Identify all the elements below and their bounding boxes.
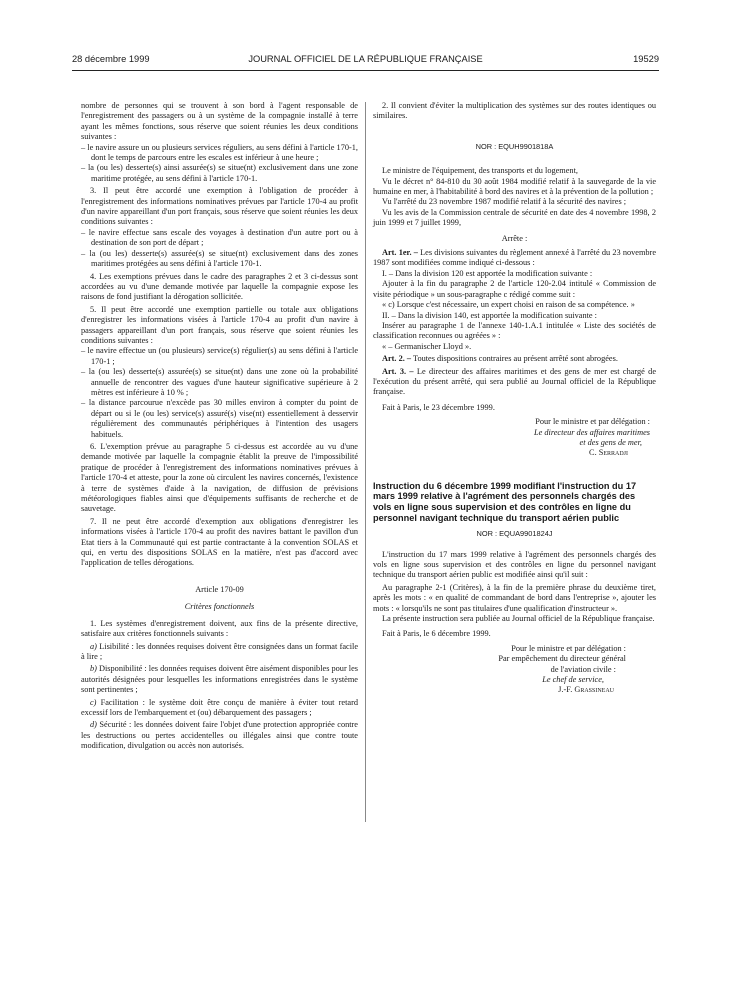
article-label: Art. 3. –	[382, 366, 414, 376]
signature-line: Pour le ministre et par délégation :	[535, 417, 650, 427]
paragraph	[81, 664, 358, 695]
paragraph: Vu les avis de la Commission centrale de sécurité en date des 4 novembre 1998, 2 juin 1999 et 7 juillet 1999,	[373, 207, 656, 228]
column-divider	[365, 102, 366, 822]
paragraph: 5. Il peut être accordé une exemption partielle ou totale aux obligations d'enregistrer les informations visées à l'article 170-4 au profit d'un navire à passagers appareillant d'un port français, sous réserve que soient réunies les conditions suivantes :	[81, 304, 358, 345]
section-subtitle: Critères fonctionnels	[184, 602, 255, 612]
header-date: 28 décembre 1999	[72, 54, 150, 64]
date-line: Fait à Paris, le 23 décembre 1999.	[382, 402, 495, 412]
paragraph: L'instruction du 17 mars 1999 relative à l'agrément des personnels chargés des vols en ligne sous supervision et des contrôles en ligne du personnel navigant technique du transport aérien public est modifiée ainsi qu'il suit :	[373, 549, 656, 580]
list-item: – la distance parcourue n'excède pas 30 milles environ à compter du point de départ ou si le (ou les) service(s) assuré(s) vise(nt) essentiellement à desservir régulièrement des communautés périphériques à l'intention des usagers habituels.	[81, 398, 358, 439]
list-item: – la (ou les) desserte(s) assurée(s) se situe(nt) exclusivement dans des zones maritimes protégées au sens défini à l'article 170-1.	[81, 248, 358, 269]
paragraph	[81, 720, 358, 751]
header-rule	[72, 70, 659, 71]
signature-line: Par empêchement du directeur général	[498, 654, 626, 664]
paragraph	[81, 642, 358, 663]
signature-block	[373, 417, 656, 459]
paragraph: 7. Il ne peut être accordé d'exemption aux obligations d'enregistrer les informations visées à l'article 170-4 au profit des navires battant le pavillon d'un Etat tiers à la Communauté qui est partie contractante à la convention SOLAS et qui, en vertu des dispositions SOLAS en la matière, n'est pas d'accord avec l'application de telles dérogations.	[81, 516, 358, 568]
paragraph: Ajouter à la fin du paragraphe 2 de l'article 120-2.04 intitulé « Commission de visite périodique » un sous-paragraphe c rédigé comme suit :	[373, 279, 656, 299]
page-header	[72, 54, 659, 68]
item-text: Sécurité : les données doivent faire l'objet d'une protection appropriée contre les destructions ou pertes accidentelles ou illégales ainsi que contre toute modification, divulgation ou accès non autorisés.	[81, 720, 358, 751]
paragraph: Au paragraphe 2-1 (Critères), à la fin de la première phrase du deuxième tiret, après les mots : « en qualité de commandant de bord dans l'entreprise », ajouter les mots : « lorsqu'ils ne sont pas titulaires d'une qualification d'instructeur ».	[373, 582, 656, 613]
signature-line: Le directeur des affaires maritimes	[534, 427, 650, 437]
paragraph: II. – Dans la division 140, est apportée la modification suivante :	[382, 310, 597, 320]
paragraph: Vu le décret n° 84-810 du 30 août 1984 modifié relatif à la sauvegarde de la vie humaine en mer, à l'habitabilité à bord des navires et à la prévention de la pollution ;	[373, 176, 656, 197]
paragraph: « – Germanischer Lloyd ».	[382, 341, 472, 351]
nor-reference: NOR : EQUH9901818A	[475, 141, 554, 151]
item-text: Disponibilité : les données requises doivent être aisément disponibles pour les autorités désignées pour lesquelles les informations enregistrées dans le système sont pertinentes ;	[81, 664, 358, 695]
paragraph: Vu l'arrêté du 23 novembre 1987 modifié relatif à la sécurité des navires ;	[382, 197, 627, 207]
paragraph: La présente instruction sera publiée au Journal officiel de la République française.	[382, 614, 655, 623]
list-item: – le navire effectue sans escale des voyages à destination d'un autre port ou à destination de son port de départ ;	[81, 227, 358, 248]
paragraph: Le ministre de l'équipement, des transports et du logement,	[382, 166, 578, 176]
article	[373, 248, 656, 269]
article	[373, 367, 656, 398]
article-text: Toutes dispositions contraires au présent arrêté sont abrogées.	[411, 354, 618, 364]
article	[373, 354, 656, 364]
paragraph: 3. Il peut être accordé une exemption à l'obligation de procéder à l'enregistrement des informations nominatives prévues par l'article 170-4 au profit d'un navire appareillant d'un port français, sous réserve que soient réunies les deux conditions suivantes :	[81, 186, 358, 227]
list-item: – la (ou les) desserte(s) assurée(s) se situe(nt) dans une zone où la probabilité annuelle de rencontrer des vagues d'une hauteur significative supérieure à 2 mètres est inférieure à 10 % ;	[81, 367, 358, 397]
left-column	[81, 101, 358, 752]
list-item: – le navire effectue un (ou plusieurs) service(s) régulier(s) au sens défini à l'article 170-1 ;	[81, 346, 358, 366]
instruction-title: Instruction du 6 décembre 1999 modifiant l'instruction du 17 mars 1999 relative à l'agrément des personnels chargés des vols en ligne sous supervision et des contrôles en ligne du personnel navigant technique du transport aérien public	[373, 480, 637, 523]
paragraph: Insérer au paragraphe 1 de l'annexe 140-1.A.1 intitulée « Liste des sociétés de classification reconnues ou agréées » :	[373, 320, 656, 341]
arrete-heading: Arrête :	[501, 233, 528, 243]
right-column	[373, 101, 656, 696]
signatory-name: J.-F. Grassineau	[558, 685, 614, 695]
item-text: Facilitation : le système doit être conçu de manière à éviter tout retard excessif lors de l'embarquement et (ou) débarquement des passagers ;	[81, 697, 358, 717]
article-label: Art. 2. –	[382, 354, 412, 364]
header-page-number: 19529	[633, 54, 659, 64]
paragraph: nombre de personnes qui se trouvent à son bord à l'agent responsable de l'enregistrement des passagers ou à un système de la compagnie installé à terre ayant les mêmes fonctions, sous réserve que soient réunies les deux conditions suivantes :	[81, 101, 358, 142]
signature-line: Pour le ministre et par délégation :	[511, 643, 626, 653]
item-label: a)	[90, 641, 97, 651]
item-label: d)	[90, 720, 97, 730]
article-title: Article 170-09	[195, 584, 244, 594]
signature-line: et des gens de mer,	[579, 437, 642, 447]
paragraph	[81, 698, 358, 719]
paragraph: « c) Lorsque c'est nécessaire, un expert choisi en raison de sa compétence. »	[382, 300, 635, 310]
signatory-name: C. Serradji	[589, 448, 628, 458]
header-title: JOURNAL OFFICIEL DE LA RÉPUBLIQUE FRANÇAISE	[248, 54, 483, 64]
nor-reference: NOR : EQUA9901824J	[476, 529, 553, 539]
article-text: Le directeur des affaires maritimes et des gens de mer est chargé de l'exécution du présent arrêté, qui sera publié au Journal officiel de la République française.	[373, 366, 656, 397]
paragraph: 6. L'exemption prévue au paragraphe 5 ci-dessus est accordée au vu d'une demande motivée par laquelle la compagnie établit la preuve de l'impossibilité pratique de procéder à l'enregistrement des informations nominatives prévues à l'article 170-4 et atteste, pour la zone où circulent les navires concernés, l'existence à terre de systèmes d'aide à la navigation, de diffusion de prévisions météorologiques fiables ainsi que d'équipements suffisants de recherche et de sauvetage.	[81, 442, 358, 514]
date-line: Fait à Paris, le 6 décembre 1999.	[382, 629, 491, 639]
paragraph: 2. Il convient d'éviter la multiplication des systèmes sur des routes identiques ou similaires.	[373, 101, 656, 121]
list-item: – la (ou les) desserte(s) ainsi assurée(s) se situe(nt) exclusivement dans une zone maritime protégée, au sens défini à l'article 170-1.	[81, 163, 358, 183]
signature-block	[373, 644, 656, 696]
paragraph: 1. Les systèmes d'enregistrement doivent, aux fins de la présente directive, satisfaire aux critères fonctionnels suivants :	[81, 618, 358, 639]
article-label: Art. 1er. –	[382, 248, 418, 258]
signature-line: Le chef de service,	[542, 675, 604, 685]
item-label: c)	[90, 697, 97, 707]
paragraph: I. – Dans la division 120 est apportée la modification suivante :	[382, 268, 593, 278]
item-label: b)	[90, 664, 97, 674]
paragraph: 4. Les exemptions prévues dans le cadre des paragraphes 2 et 3 ci-dessus sont accordées au vu d'une demande motivée par laquelle la compagnie expose les raisons de fond justifiant la dérogation sollicitée.	[81, 271, 358, 302]
signature-line: de l'aviation civile :	[550, 664, 616, 674]
item-text: Lisibilité : les données requises doivent être consignées dans un format facile à lire ;	[81, 641, 358, 661]
article-text: Les divisions suivantes du règlement annexé à l'arrêté du 23 novembre 1987 sont modifiées comme indiqué ci-dessous :	[373, 248, 656, 268]
list-item: – le navire assure un ou plusieurs services réguliers, au sens défini à l'article 170-1, dont le temps de parcours entre les escales est inférieur à une heure ;	[81, 142, 358, 163]
